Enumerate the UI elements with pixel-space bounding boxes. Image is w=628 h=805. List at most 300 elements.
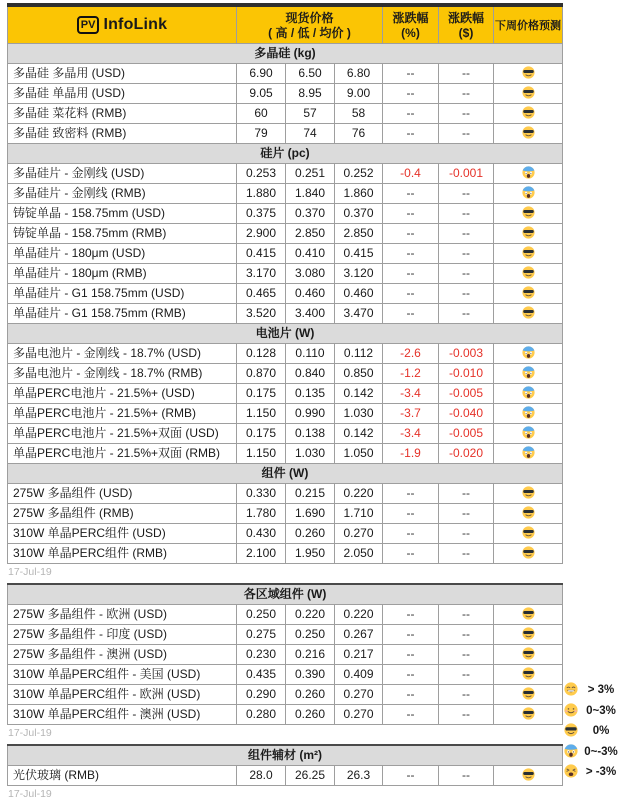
forecast-cell: [494, 344, 563, 364]
sunglasses-emoji: [522, 546, 535, 560]
forecast-cell: [494, 424, 563, 444]
change-pct-cell: --: [383, 605, 439, 625]
spot-price-label: 现货价格: [285, 10, 334, 25]
change-usd-cell: --: [439, 304, 494, 324]
price-avg-cell: 2.850: [335, 224, 383, 244]
change-pct-cell: --: [383, 204, 439, 224]
item-name-cell: 275W 多晶组件 - 欧洲 (USD): [8, 605, 237, 625]
table-row: [8, 184, 563, 204]
price-avg-cell: 0.850: [335, 364, 383, 384]
forecast-cell: [494, 184, 563, 204]
grin-emoji: [564, 681, 578, 699]
change-pct-label: 涨跌幅: [392, 10, 429, 25]
legend-item: [564, 721, 628, 742]
sunglasses-emoji: [522, 526, 535, 540]
forecast-cell: [494, 444, 563, 464]
section-title: 各区域组件 (W): [8, 584, 563, 605]
price-avg-cell: 0.217: [335, 645, 383, 665]
forecast-cell: [494, 625, 563, 645]
change-usd-cell: -0.005: [439, 424, 494, 444]
spot-price-sublabel: ( 高 / 低 / 均价 ): [268, 25, 351, 40]
table-row: [8, 424, 563, 444]
price-high-cell: 0.330: [237, 484, 286, 504]
item-name-cell: 单晶PERC电池片 - 21.5%+双面 (USD): [8, 424, 237, 444]
item-name-cell: 单晶PERC电池片 - 21.5%+双面 (RMB): [8, 444, 237, 464]
price-high-cell: 0.230: [237, 645, 286, 665]
table-row: [8, 766, 563, 786]
price-avg-cell: 0.460: [335, 284, 383, 304]
price-low-cell: 0.260: [286, 705, 335, 725]
table-row: [8, 705, 563, 725]
forecast-cell: [494, 384, 563, 404]
forecast-cell: [494, 404, 563, 424]
forecast-cell: [494, 524, 563, 544]
item-name-cell: 多晶硅 单晶用 (USD): [8, 84, 237, 104]
section-header-row: [8, 745, 563, 766]
table-row: [8, 104, 563, 124]
change-usd-cell: -0.040: [439, 404, 494, 424]
sunglasses-emoji: [522, 226, 535, 240]
change-pct-cell: --: [383, 665, 439, 685]
section-title: 组件辅材 (m²): [8, 745, 563, 766]
price-high-cell: 0.415: [237, 244, 286, 264]
price-high-cell: 0.430: [237, 524, 286, 544]
brand-name: InfoLink: [103, 16, 168, 33]
price-high-cell: 1.150: [237, 404, 286, 424]
pv-logo-icon: PV: [77, 16, 100, 34]
price-high-cell: 1.880: [237, 184, 286, 204]
smile-emoji: [564, 702, 578, 720]
price-high-cell: 0.275: [237, 625, 286, 645]
table-row: [8, 204, 563, 224]
change-usd-cell: -0.001: [439, 164, 494, 184]
section-title: 组件 (W): [8, 464, 563, 484]
item-name-cell: 多晶硅片 - 金刚线 (USD): [8, 164, 237, 184]
header-change-usd: [439, 5, 494, 44]
change-pct-cell: --: [383, 64, 439, 84]
change-usd-cell: --: [439, 124, 494, 144]
price-avg-cell: 9.00: [335, 84, 383, 104]
item-name-cell: 310W 单晶PERC组件 - 美国 (USD): [8, 665, 237, 685]
change-pct-cell: --: [383, 685, 439, 705]
change-pct-cell: --: [383, 484, 439, 504]
change-usd-cell: -0.003: [439, 344, 494, 364]
price-high-cell: 1.780: [237, 504, 286, 524]
section-header-row: [8, 324, 563, 344]
forecast-cell: [494, 244, 563, 264]
price-low-cell: 26.25: [286, 766, 335, 786]
price-low-cell: 0.260: [286, 685, 335, 705]
price-high-cell: 0.175: [237, 424, 286, 444]
item-name-cell: 310W 单晶PERC组件 (USD): [8, 524, 237, 544]
sunglasses-emoji: [522, 486, 535, 500]
price-high-cell: 2.100: [237, 544, 286, 564]
item-name-cell: 多晶硅 多晶用 (USD): [8, 64, 237, 84]
change-usd-cell: -0.010: [439, 364, 494, 384]
change-usd-cell: --: [439, 605, 494, 625]
forecast-cell: [494, 104, 563, 124]
price-high-cell: 0.870: [237, 364, 286, 384]
price-avg-cell: 3.470: [335, 304, 383, 324]
change-usd-unit: ($): [458, 25, 474, 40]
change-pct-cell: --: [383, 244, 439, 264]
item-name-cell: 单晶PERC电池片 - 21.5%+ (USD): [8, 384, 237, 404]
change-usd-cell: --: [439, 244, 494, 264]
price-avg-cell: 0.142: [335, 384, 383, 404]
scream-emoji: [522, 406, 535, 420]
scream-emoji: [522, 186, 535, 200]
price-high-cell: 0.465: [237, 284, 286, 304]
price-low-cell: 0.251: [286, 164, 335, 184]
item-name-cell: 275W 多晶组件 (RMB): [8, 504, 237, 524]
price-low-cell: 0.390: [286, 665, 335, 685]
item-name-cell: 铸锭单晶 - 158.75mm (RMB): [8, 224, 237, 244]
sunglasses-emoji: [522, 306, 535, 320]
table-row: [8, 164, 563, 184]
table-row: [8, 244, 563, 264]
change-usd-cell: --: [439, 104, 494, 124]
item-name-cell: 单晶硅片 - G1 158.75mm (RMB): [8, 304, 237, 324]
report-page: [7, 3, 562, 805]
section-header-row: [8, 464, 563, 484]
table-row: [8, 304, 563, 324]
sunglasses-emoji: [522, 647, 535, 661]
change-pct-unit: (%): [401, 25, 420, 40]
price-low-cell: 6.50: [286, 64, 335, 84]
table-row: [8, 444, 563, 464]
change-usd-cell: --: [439, 184, 494, 204]
price-low-cell: 1.950: [286, 544, 335, 564]
forecast-cell: [494, 645, 563, 665]
table-row: [8, 685, 563, 705]
table-row: [8, 504, 563, 524]
report-date: 17-Jul-19: [8, 727, 52, 739]
scream-emoji: [522, 386, 535, 400]
change-pct-cell: -1.9: [383, 444, 439, 464]
item-name-cell: 多晶硅 菜花料 (RMB): [8, 104, 237, 124]
price-low-cell: 3.400: [286, 304, 335, 324]
item-name-cell: 光伏玻璃 (RMB): [8, 766, 237, 786]
price-avg-cell: 0.267: [335, 625, 383, 645]
section-header-row: [8, 584, 563, 605]
price-low-cell: 1.690: [286, 504, 335, 524]
change-pct-cell: --: [383, 84, 439, 104]
forecast-cell: [494, 705, 563, 725]
forecast-cell: [494, 766, 563, 786]
forecast-cell: [494, 164, 563, 184]
sunglasses-emoji: [522, 86, 535, 100]
table-row: [8, 284, 563, 304]
sunglasses-emoji: [522, 667, 535, 681]
price-table-regional: [7, 583, 563, 725]
sunglasses-emoji: [522, 607, 535, 621]
price-high-cell: 6.90: [237, 64, 286, 84]
sunglasses-emoji: [522, 286, 535, 300]
sunglasses-emoji: [522, 246, 535, 260]
item-name-cell: 310W 单晶PERC组件 (RMB): [8, 544, 237, 564]
price-low-cell: 0.138: [286, 424, 335, 444]
price-low-cell: 1.030: [286, 444, 335, 464]
forecast-cell: [494, 504, 563, 524]
change-usd-cell: --: [439, 766, 494, 786]
legend-label: 0~3%: [586, 704, 616, 717]
price-avg-cell: 1.030: [335, 404, 383, 424]
forecast-cell: [494, 665, 563, 685]
scream-emoji: [522, 166, 535, 180]
price-high-cell: 79: [237, 124, 286, 144]
price-avg-cell: 0.220: [335, 484, 383, 504]
section-title: 多晶硅 (kg): [8, 44, 563, 64]
scream-emoji: [522, 446, 535, 460]
price-avg-cell: 76: [335, 124, 383, 144]
price-avg-cell: 0.270: [335, 685, 383, 705]
price-avg-cell: 1.860: [335, 184, 383, 204]
table-row: [8, 524, 563, 544]
change-usd-cell: --: [439, 625, 494, 645]
price-high-cell: 3.170: [237, 264, 286, 284]
forecast-cell: [494, 204, 563, 224]
price-avg-cell: 0.370: [335, 204, 383, 224]
price-low-cell: 0.410: [286, 244, 335, 264]
item-name-cell: 310W 单晶PERC组件 - 欧洲 (USD): [8, 685, 237, 705]
table-row: [8, 544, 563, 564]
price-low-cell: 57: [286, 104, 335, 124]
price-low-cell: 0.370: [286, 204, 335, 224]
item-name-cell: 铸锭单晶 - 158.75mm (USD): [8, 204, 237, 224]
price-high-cell: 1.150: [237, 444, 286, 464]
change-pct-cell: --: [383, 705, 439, 725]
pv-infolink-logo: [8, 5, 237, 44]
forecast-cell: [494, 364, 563, 384]
item-name-cell: 310W 单晶PERC组件 - 澳洲 (USD): [8, 705, 237, 725]
price-high-cell: 0.128: [237, 344, 286, 364]
price-avg-cell: 0.220: [335, 605, 383, 625]
sunglasses-emoji: [522, 106, 535, 120]
item-name-cell: 275W 多晶组件 (USD): [8, 484, 237, 504]
item-name-cell: 单晶硅片 - G1 158.75mm (USD): [8, 284, 237, 304]
price-high-cell: 0.250: [237, 605, 286, 625]
change-usd-cell: --: [439, 84, 494, 104]
sunglasses-emoji: [522, 506, 535, 520]
price-table-bom: [7, 744, 563, 786]
legend-item: [564, 762, 628, 783]
price-high-cell: 0.175: [237, 384, 286, 404]
table-row: [8, 605, 563, 625]
section-title: 电池片 (W): [8, 324, 563, 344]
price-high-cell: 28.0: [237, 766, 286, 786]
sunglasses-emoji: [522, 66, 535, 80]
forecast-cell: [494, 605, 563, 625]
item-name-cell: 多晶电池片 - 金刚线 - 18.7% (USD): [8, 344, 237, 364]
price-avg-cell: 0.270: [335, 705, 383, 725]
item-name-cell: 多晶硅 致密料 (RMB): [8, 124, 237, 144]
price-avg-cell: 6.80: [335, 64, 383, 84]
legend-item: [564, 742, 628, 763]
price-low-cell: 1.840: [286, 184, 335, 204]
sunglasses-emoji: [522, 206, 535, 220]
forecast-cell: [494, 685, 563, 705]
section-header-row: [8, 144, 563, 164]
change-pct-cell: --: [383, 766, 439, 786]
sunglasses-emoji: [522, 768, 535, 782]
price-avg-cell: 0.142: [335, 424, 383, 444]
price-low-cell: 2.850: [286, 224, 335, 244]
forecast-cell: [494, 124, 563, 144]
change-pct-cell: --: [383, 544, 439, 564]
scream-emoji: [522, 426, 535, 440]
change-pct-cell: -3.4: [383, 384, 439, 404]
sunglasses-emoji: [522, 627, 535, 641]
price-low-cell: 0.250: [286, 625, 335, 645]
table-row: [8, 404, 563, 424]
change-pct-cell: --: [383, 645, 439, 665]
price-low-cell: 0.110: [286, 344, 335, 364]
change-pct-cell: --: [383, 184, 439, 204]
price-high-cell: 0.280: [237, 705, 286, 725]
change-pct-cell: --: [383, 304, 439, 324]
price-avg-cell: 58: [335, 104, 383, 124]
legend-item: [564, 680, 628, 701]
item-name-cell: 多晶电池片 - 金刚线 - 18.7% (RMB): [8, 364, 237, 384]
sunglasses-emoji: [522, 126, 535, 140]
price-low-cell: 0.220: [286, 605, 335, 625]
item-name-cell: 单晶硅片 - 180μm (USD): [8, 244, 237, 264]
table-row: [8, 64, 563, 84]
report-date: 17-Jul-19: [8, 566, 52, 578]
price-low-cell: 0.990: [286, 404, 335, 424]
table-row: [8, 124, 563, 144]
price-avg-cell: 0.252: [335, 164, 383, 184]
forecast-legend: [564, 680, 628, 783]
table-row: [8, 645, 563, 665]
forecast-cell: [494, 84, 563, 104]
table-row: [8, 264, 563, 284]
price-avg-cell: 0.415: [335, 244, 383, 264]
sunglasses-emoji: [522, 707, 535, 721]
weary-emoji: [564, 763, 578, 781]
change-usd-cell: --: [439, 504, 494, 524]
change-pct-cell: --: [383, 264, 439, 284]
forecast-cell: [494, 224, 563, 244]
forecast-cell: [494, 304, 563, 324]
change-usd-cell: --: [439, 264, 494, 284]
price-low-cell: 0.135: [286, 384, 335, 404]
report-date: 17-Jul-19: [8, 788, 52, 800]
change-pct-cell: --: [383, 104, 439, 124]
change-pct-cell: --: [383, 625, 439, 645]
price-avg-cell: 0.270: [335, 524, 383, 544]
price-low-cell: 74: [286, 124, 335, 144]
price-low-cell: 8.95: [286, 84, 335, 104]
price-low-cell: 0.840: [286, 364, 335, 384]
item-name-cell: 275W 多晶组件 - 澳洲 (USD): [8, 645, 237, 665]
forecast-cell: [494, 64, 563, 84]
change-usd-cell: --: [439, 665, 494, 685]
price-table-spot: [7, 3, 563, 564]
change-usd-cell: --: [439, 484, 494, 504]
change-pct-cell: --: [383, 504, 439, 524]
legend-label: > -3%: [585, 766, 617, 779]
change-usd-cell: --: [439, 705, 494, 725]
price-high-cell: 9.05: [237, 84, 286, 104]
sunglasses-emoji: [522, 266, 535, 280]
item-name-cell: 单晶硅片 - 180μm (RMB): [8, 264, 237, 284]
price-avg-cell: 2.050: [335, 544, 383, 564]
price-high-cell: 0.435: [237, 665, 286, 685]
table-row: [8, 344, 563, 364]
sunglasses-emoji: [522, 687, 535, 701]
table-row: [8, 224, 563, 244]
table-row: [8, 484, 563, 504]
change-usd-cell: -0.005: [439, 384, 494, 404]
table-header-row: [8, 5, 563, 44]
item-name-cell: 多晶硅片 - 金刚线 (RMB): [8, 184, 237, 204]
price-avg-cell: 26.3: [335, 766, 383, 786]
item-name-cell: 单晶PERC电池片 - 21.5%+ (RMB): [8, 404, 237, 424]
legend-label: > 3%: [587, 684, 615, 697]
change-pct-cell: --: [383, 284, 439, 304]
scream-emoji: [564, 743, 578, 761]
price-low-cell: 0.260: [286, 524, 335, 544]
forecast-cell: [494, 264, 563, 284]
change-usd-cell: --: [439, 645, 494, 665]
change-usd-cell: --: [439, 544, 494, 564]
forecast-cell: [494, 484, 563, 504]
price-avg-cell: 0.112: [335, 344, 383, 364]
price-high-cell: 3.520: [237, 304, 286, 324]
forecast-cell: [494, 544, 563, 564]
item-name-cell: 275W 多晶组件 - 印度 (USD): [8, 625, 237, 645]
section-header-row: [8, 44, 563, 64]
price-high-cell: 60: [237, 104, 286, 124]
price-avg-cell: 1.710: [335, 504, 383, 524]
change-usd-cell: --: [439, 64, 494, 84]
header-spot-price: [237, 5, 383, 44]
header-forecast: 下周价格预测: [494, 5, 563, 44]
change-pct-cell: --: [383, 124, 439, 144]
change-pct-cell: -3.7: [383, 404, 439, 424]
table-row: [8, 384, 563, 404]
price-avg-cell: 0.409: [335, 665, 383, 685]
scream-emoji: [522, 366, 535, 380]
change-usd-label: 涨跌幅: [447, 10, 484, 25]
table-row: [8, 364, 563, 384]
price-low-cell: 0.460: [286, 284, 335, 304]
change-usd-cell: --: [439, 284, 494, 304]
change-usd-cell: -0.020: [439, 444, 494, 464]
scream-emoji: [522, 346, 535, 360]
price-high-cell: 0.253: [237, 164, 286, 184]
price-low-cell: 0.216: [286, 645, 335, 665]
price-tables-container: [7, 3, 562, 800]
section-title: 硅片 (pc): [8, 144, 563, 164]
table-row: [8, 625, 563, 645]
price-high-cell: 0.375: [237, 204, 286, 224]
change-pct-cell: -3.4: [383, 424, 439, 444]
price-low-cell: 3.080: [286, 264, 335, 284]
change-usd-cell: --: [439, 224, 494, 244]
change-pct-cell: -2.6: [383, 344, 439, 364]
change-pct-cell: -0.4: [383, 164, 439, 184]
table-row: [8, 84, 563, 104]
legend-label: 0%: [592, 725, 610, 738]
price-high-cell: 0.290: [237, 685, 286, 705]
price-high-cell: 2.900: [237, 224, 286, 244]
price-low-cell: 0.215: [286, 484, 335, 504]
change-pct-cell: -1.2: [383, 364, 439, 384]
table-row: [8, 665, 563, 685]
change-usd-cell: --: [439, 685, 494, 705]
